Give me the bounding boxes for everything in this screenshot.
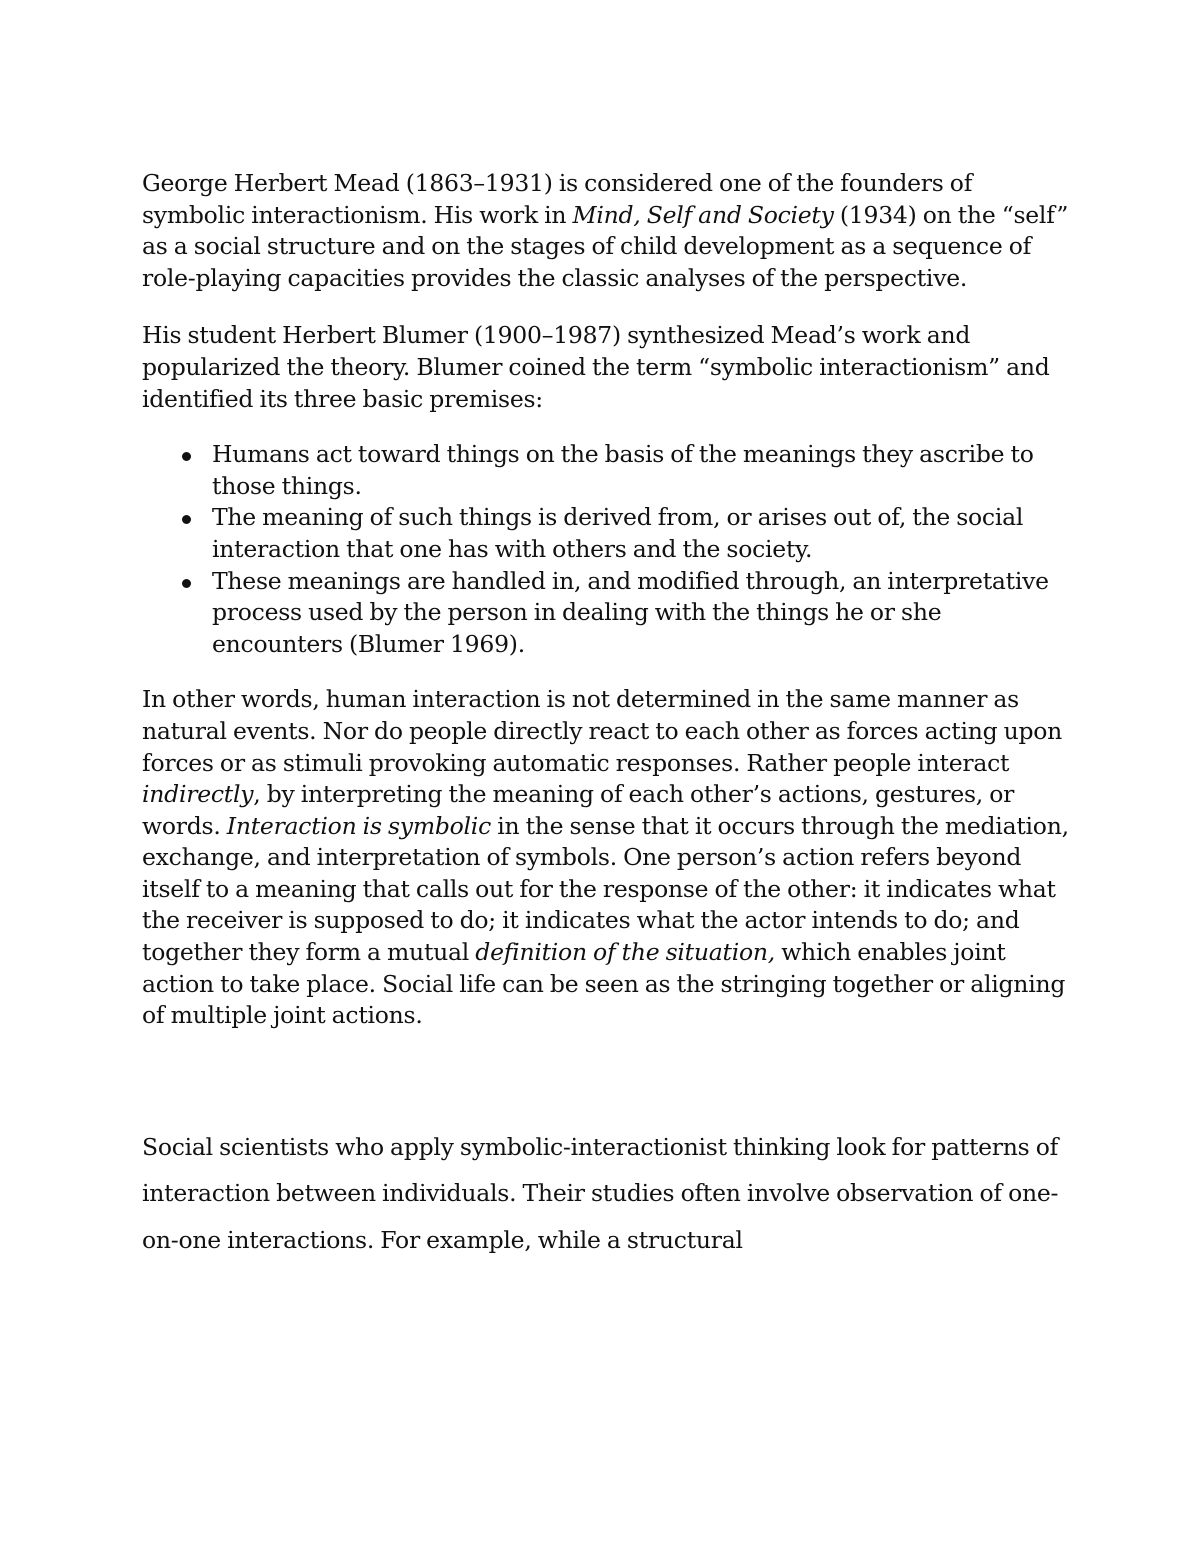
paragraph-interaction bbox=[142, 684, 1072, 1032]
list-item-text: Humans act toward things on the basis of the meanings they ascribe to those things. bbox=[212, 440, 1034, 500]
paragraph-blumer: His student Herbert Blumer (1900–1987) synthesized Mead’s work and popularized the theory. Blumer coined the term “symbolic interactionism” and identified its three basic premises: bbox=[142, 321, 1050, 413]
list-item bbox=[142, 566, 1072, 661]
document-body bbox=[142, 168, 1072, 1263]
book-title-mind-self-society: Mind, Self and Society bbox=[572, 200, 834, 229]
paragraph-mead-text-1: George Herbert Mead (1863–1931) is considered one of the founders of symbolic interactionism. His work in bbox=[142, 169, 973, 229]
emphasis-indirectly: indirectly bbox=[142, 780, 254, 809]
paragraph-mead bbox=[142, 168, 1072, 294]
paragraph-mead-text-2: (1934) on the “self” as a social structure and on the stages of child development as a sequence of role-playing capacities provides the classic analyses of the perspective. bbox=[142, 200, 1069, 292]
list-item-text: These meanings are handled in, and modified through, an interpretative process used by the person in dealing with the things he or she encounters (Blumer 1969). bbox=[212, 566, 1049, 658]
list-item-text: The meaning of such things is derived from, or arises out of, the social interaction that one has with others and the society. bbox=[212, 503, 1024, 563]
paragraph-social-scientists: Social scientists who apply symbolic-interactionist thinking look for patterns of interaction between individuals. Their studies often involve observation of one-on-one interactions. For example, while a structural bbox=[142, 1132, 1059, 1254]
paragraph-interaction-text-1: In other words, human interaction is not determined in the same manner as natural events. Nor do people directly react to each other as forces acting upon forces or as stimuli provoking automatic responses. Rather people interact bbox=[142, 685, 1063, 777]
paragraph-interaction-text-2: , by interpreting the meaning of each other’s actions, gestures, or words. bbox=[142, 780, 1015, 840]
list-item bbox=[142, 502, 1072, 565]
paragraph-interaction-text-3: in the sense that it occurs through the mediation, exchange, and interpretation of symbols. One person’s action refers beyond itself to a meaning that calls out for the response of the other: it indicates what the receiver is supposed to do; it indicates what the actor intends to do; and together they form a mutual bbox=[142, 811, 1069, 967]
bullet-icon bbox=[182, 452, 191, 461]
paragraph-interaction-text-4: which enables joint action to take place. Social life can be seen as the stringing together or aligning of multiple joint actions. bbox=[142, 938, 1066, 1030]
bullet-icon bbox=[182, 579, 191, 588]
emphasis-definition-of-situation: definition of the situation, bbox=[475, 938, 775, 967]
emphasis-interaction-is-symbolic: Interaction is symbolic bbox=[226, 811, 491, 840]
list-item bbox=[142, 439, 1072, 502]
bullet-icon bbox=[182, 515, 191, 524]
premises-list bbox=[142, 439, 1072, 660]
